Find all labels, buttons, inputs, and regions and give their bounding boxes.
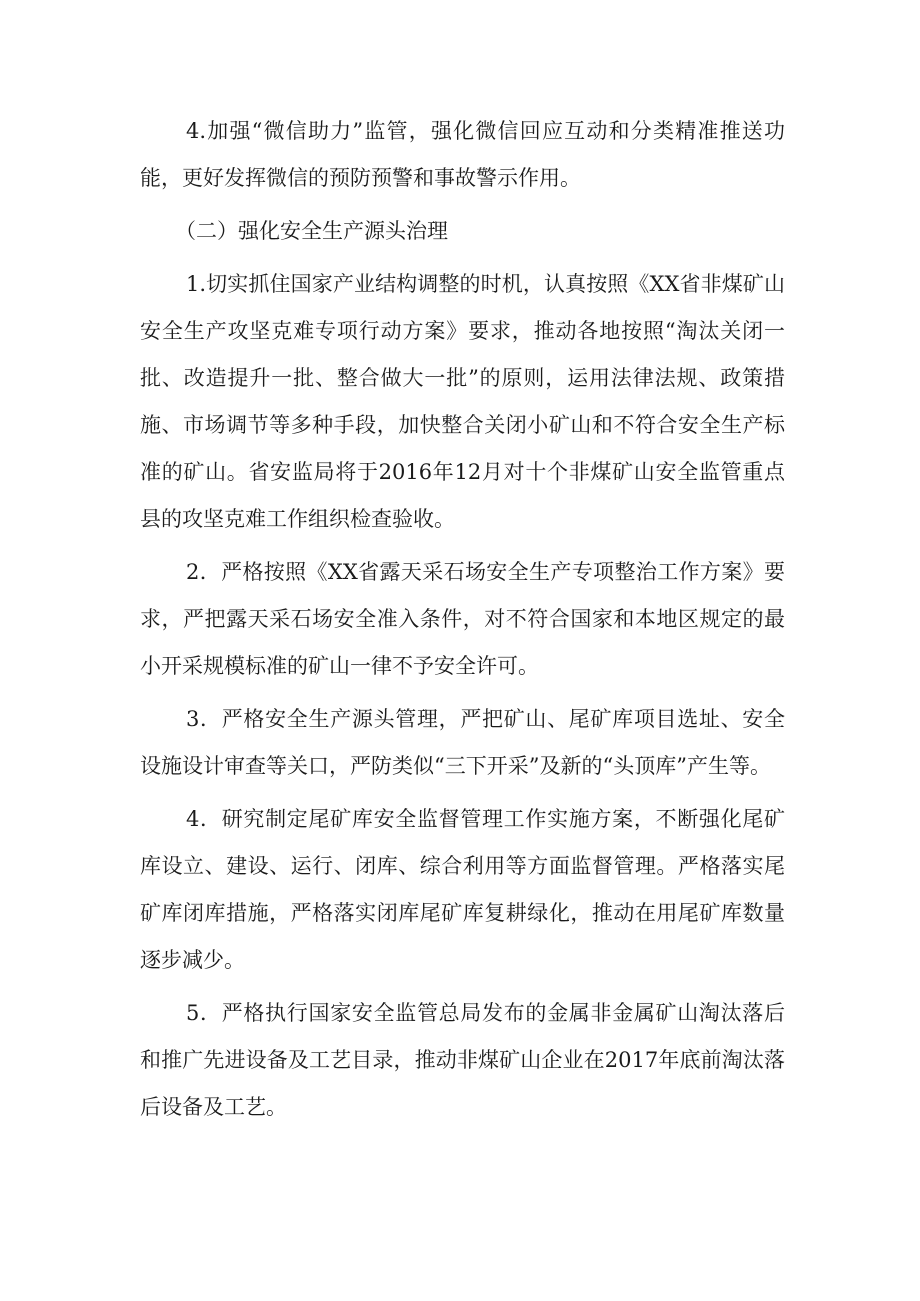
paragraph-wechat-supervision: 4.加强“微信助力”监管，强化微信回应互动和分类精准推送功能，更好发挥微信的预防预警和事故警示作用。 <box>140 119 785 190</box>
document-body <box>140 108 785 1131</box>
paragraph-item-1: 1.切实抓住国家产业结构调整的时机，认真按照《XX省非煤矿山安全生产攻坚克难专项行动方案》要求，推动各地按照“淘汰关闭一批、改造提升一批、整合做大一批”的原则，运用法律法规、政策措施、市场调节等多种手段，加快整合关闭小矿山和不符合安全生产标准的矿山。省安监局将于2016年12月对十个非煤矿山安全监管重点县的攻坚克难工作组织检查验收。 <box>140 272 785 531</box>
paragraph-item-3: 3．严格安全生产源头管理，严把矿山、尾矿库项目选址、安全设施设计审查等关口，严防类似“三下开采”及新的“头顶库”产生等。 <box>140 707 785 778</box>
paragraph-item-5: 5．严格执行国家安全监管总局发布的金属非金属矿山淘汰落后和推广先进设备及工艺目录，推动非煤矿山企业在2017年底前淘汰落后设备及工艺。 <box>140 1001 785 1119</box>
paragraph-item-2: 2．严格按照《XX省露天采石场安全生产专项整治工作方案》要求，严把露天采石场安全准入条件，对不符合国家和本地区规定的最小开采规模标准的矿山一律不予安全许可。 <box>140 560 785 678</box>
section-heading: （二）强化安全生产源头治理 <box>175 219 448 243</box>
paragraph-item-4: 4．研究制定尾矿库安全监督管理工作实施方案，不断强化尾矿库设立、建设、运行、闭库、综合利用等方面监督管理。严格落实尾矿库闭库措施，严格落实闭库尾矿库复耕绿化，推动在用尾矿库数量逐步减少。 <box>140 807 785 972</box>
